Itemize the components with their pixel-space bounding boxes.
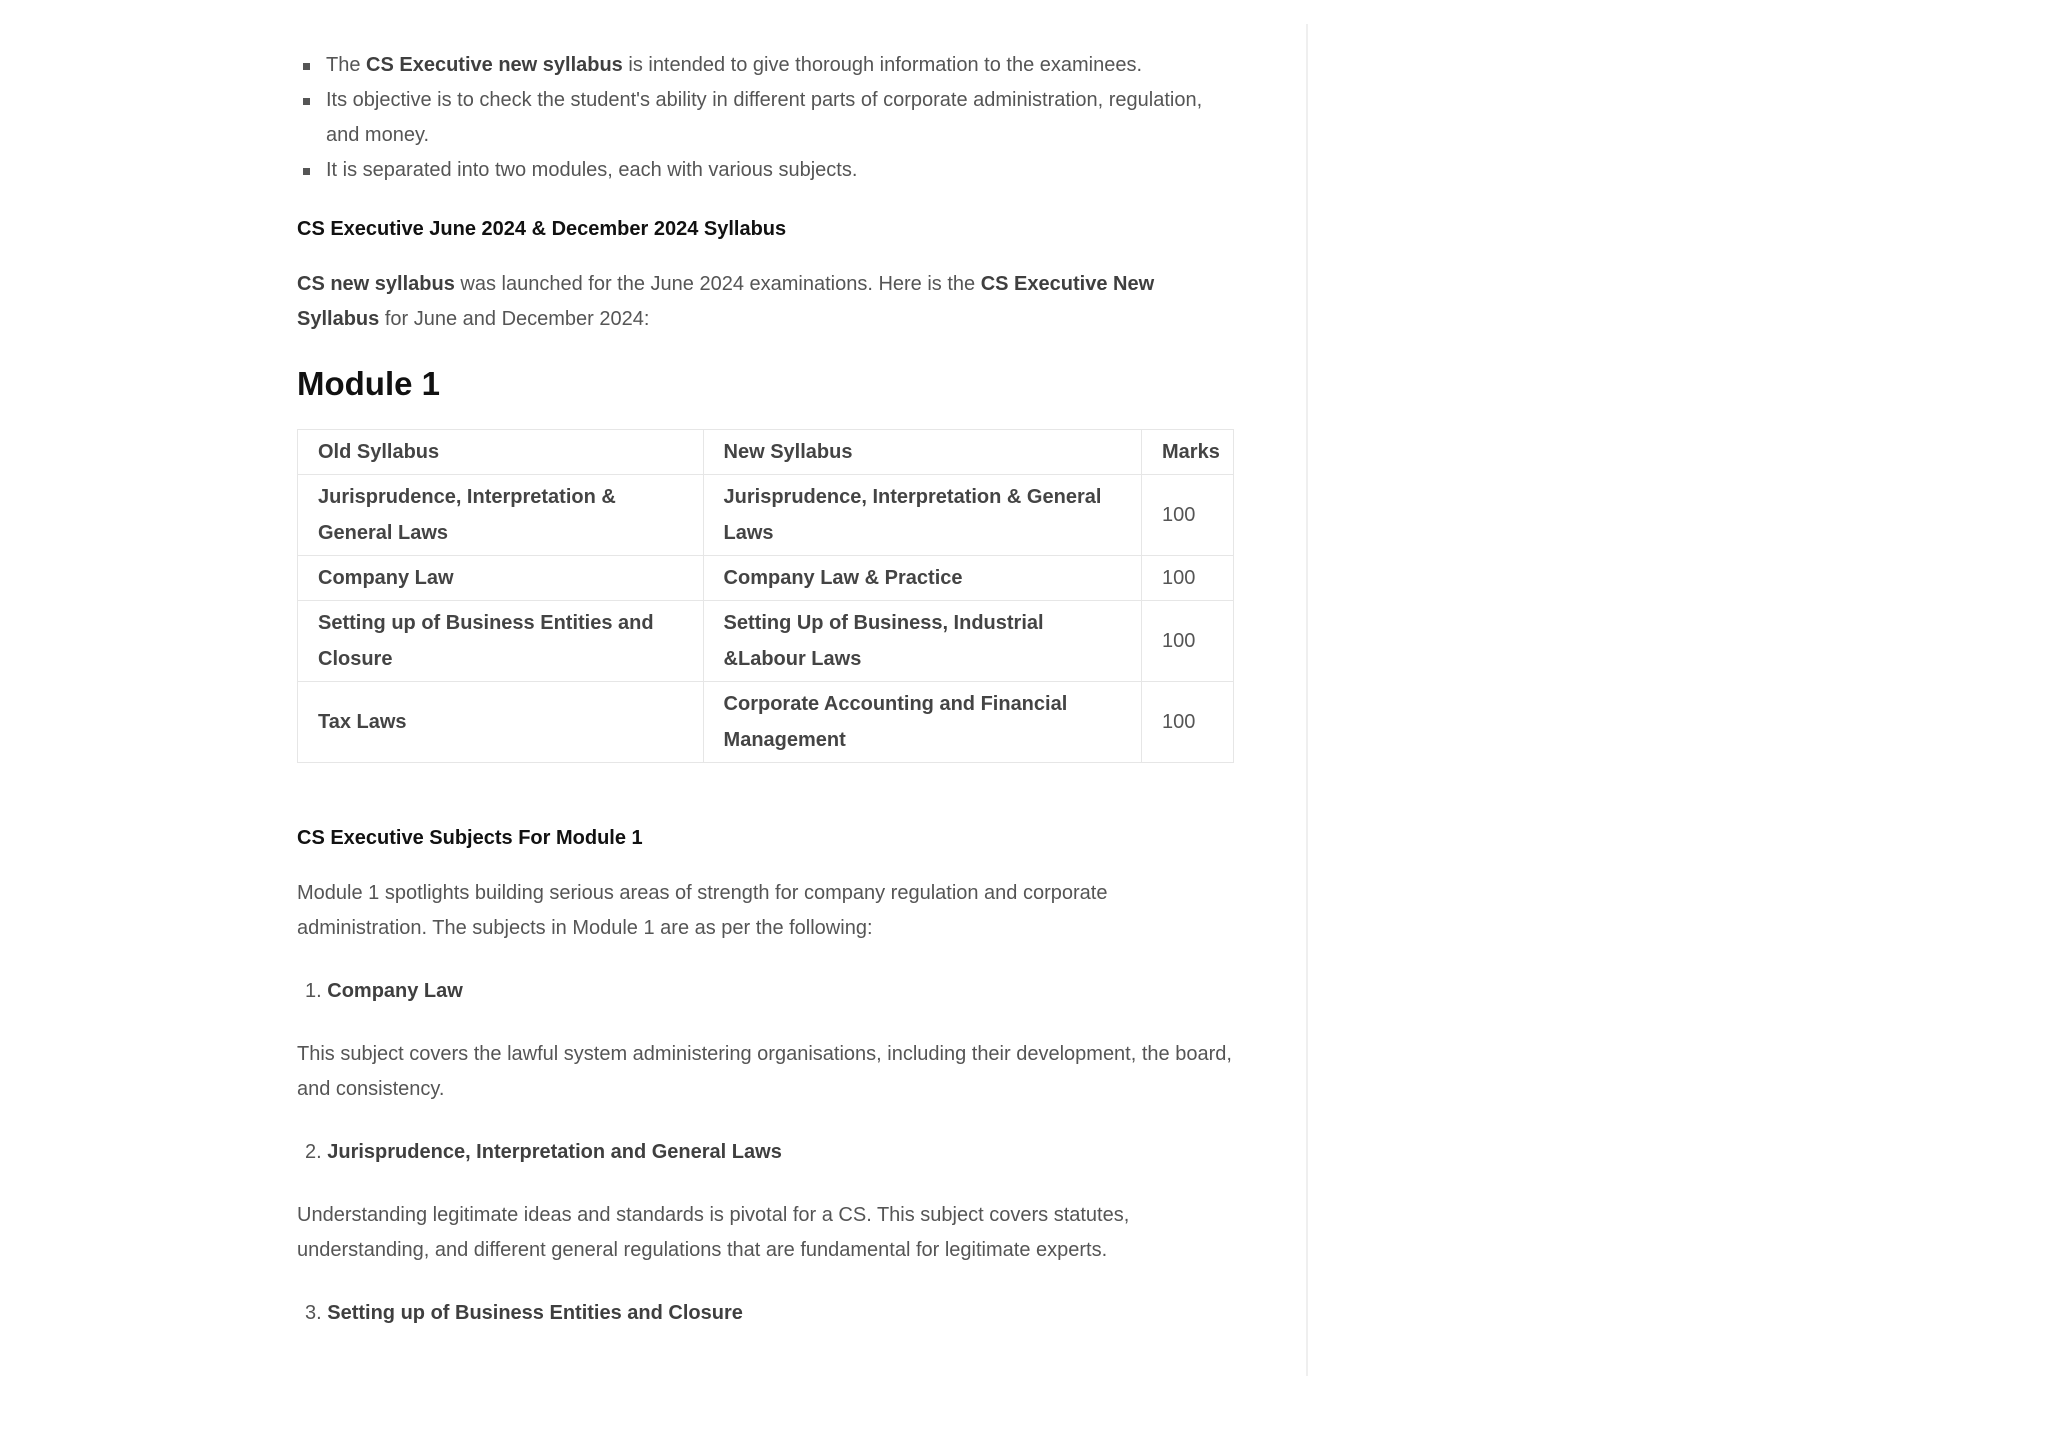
table-row bbox=[298, 475, 1234, 556]
header-old-syllabus: Old Syllabus bbox=[298, 430, 704, 475]
article-content bbox=[297, 48, 1237, 1331]
subject-description: This subject covers the lawful system administering organisations, including their development, the board, and consistency. bbox=[297, 1043, 1232, 1100]
old-syllabus-cell: Setting up of Business Entities and Closure bbox=[298, 601, 704, 682]
sidebar-divider bbox=[1306, 24, 1308, 1376]
marks-cell: 100 bbox=[1142, 475, 1234, 556]
marks-cell: 100 bbox=[1142, 556, 1234, 601]
new-syllabus-cell: Company Law & Practice bbox=[703, 556, 1141, 601]
intro-bullet-list bbox=[297, 48, 1237, 188]
syllabus-table bbox=[297, 429, 1234, 763]
section-heading: CS Executive June 2024 & December 2024 Syllabus bbox=[297, 218, 787, 240]
subject-list-item: 1. Company Law bbox=[305, 980, 463, 1002]
subject-list-item: 2. Jurisprudence, Interpretation and General Laws bbox=[305, 1141, 782, 1163]
table-row bbox=[298, 682, 1234, 763]
marks-cell: 100 bbox=[1142, 682, 1234, 763]
new-syllabus-cell: Corporate Accounting and Financial Management bbox=[703, 682, 1141, 763]
marks-cell: 100 bbox=[1142, 601, 1234, 682]
subjects-intro: Module 1 spotlights building serious areas of strength for company regulation and corporate administration. The subjects in Module 1 are as per the following: bbox=[297, 882, 1108, 939]
header-new-syllabus: New Syllabus bbox=[703, 430, 1141, 475]
subject-title: Company Law bbox=[327, 980, 463, 1002]
subject-list-item: 3. Setting up of Business Entities and Closure bbox=[305, 1302, 743, 1324]
square-bullet-icon bbox=[303, 63, 310, 70]
table-row bbox=[298, 556, 1234, 601]
square-bullet-icon bbox=[303, 168, 310, 175]
old-syllabus-cell: Jurisprudence, Interpretation & General Laws bbox=[298, 475, 704, 556]
launch-paragraph: CS new syllabus was launched for the June 2024 examinations. Here is the CS Executive New Syllabus for June and December 2024: bbox=[297, 273, 1155, 330]
old-syllabus-cell: Tax Laws bbox=[298, 682, 704, 763]
subject-description: Understanding legitimate ideas and standards is pivotal for a CS. This subject covers statutes, understanding, and different general regulations that are fundamental for legitimate experts. bbox=[297, 1204, 1130, 1261]
bullet-item: The CS Executive new syllabus is intended to give thorough information to the examinees. bbox=[297, 48, 1237, 83]
new-syllabus-cell: Setting Up of Business, Industrial &Labour Laws bbox=[703, 601, 1141, 682]
table-header-row bbox=[298, 430, 1234, 475]
square-bullet-icon bbox=[303, 98, 310, 105]
subject-title: Setting up of Business Entities and Closure bbox=[327, 1302, 743, 1324]
new-syllabus-cell: Jurisprudence, Interpretation & General Laws bbox=[703, 475, 1141, 556]
bullet-item: It is separated into two modules, each with various subjects. bbox=[297, 153, 1237, 188]
subject-title: Jurisprudence, Interpretation and General Laws bbox=[327, 1141, 782, 1163]
table-row bbox=[298, 601, 1234, 682]
subjects-heading: CS Executive Subjects For Module 1 bbox=[297, 827, 643, 849]
module-title: Module 1 bbox=[297, 365, 441, 402]
old-syllabus-cell: Company Law bbox=[298, 556, 704, 601]
header-marks: Marks bbox=[1142, 430, 1234, 475]
bullet-item: Its objective is to check the student's ability in different parts of corporate administration, regulation, and money. bbox=[297, 83, 1237, 153]
